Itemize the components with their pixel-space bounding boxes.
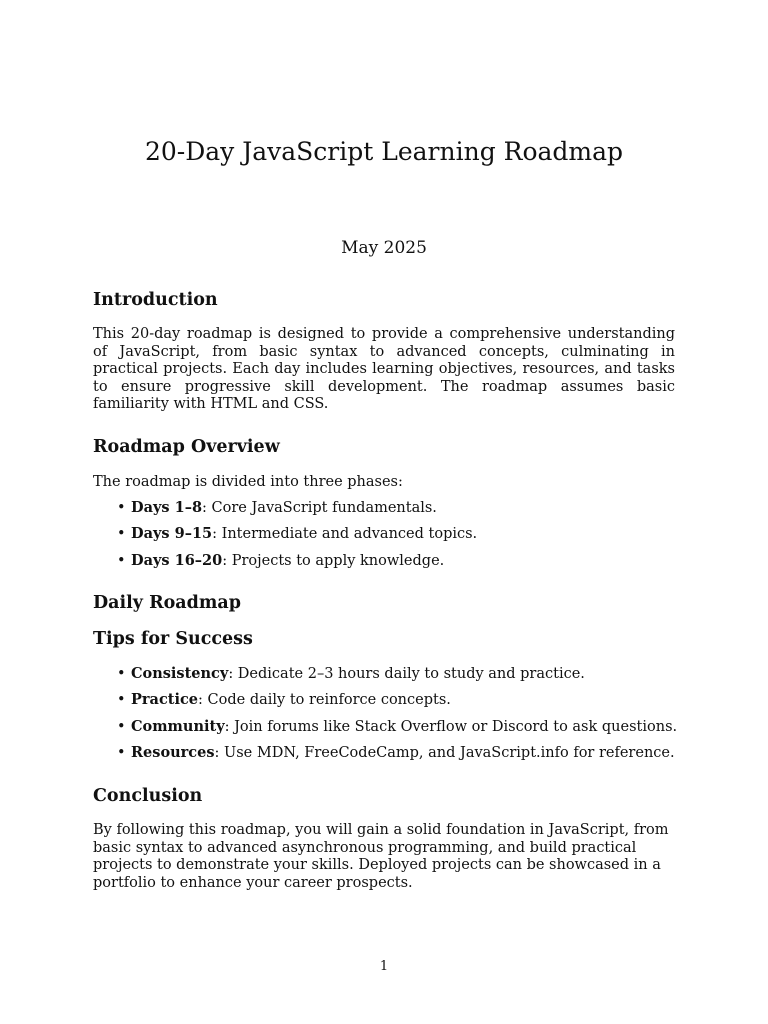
introduction-heading: Introduction [93, 290, 218, 310]
bullet-icon: • [117, 666, 126, 682]
list-item [93, 744, 693, 762]
bullet-icon: • [117, 552, 126, 569]
page-number: 1 [379, 959, 389, 974]
list-item-term: Community [131, 717, 225, 735]
overview-list [93, 499, 693, 578]
bullet-icon: • [117, 718, 126, 735]
list-item [93, 525, 693, 543]
bullet-icon: • [117, 500, 126, 516]
list-item [93, 718, 693, 736]
list-item-term: Practice [131, 691, 199, 709]
introduction-text: This 20-day roadmap is designed to provide a comprehensive understanding of JavaScript, from basic syntax to advanced concepts, culminating in practical projects. Each day includes learning objectives, resources, and tasks to ensure progressive skill development. The roadmap assumes basic familiarity with HTML and CSS. [93, 326, 675, 412]
list-item-desc: : Dedicate 2–3 hours daily to study and practice. [228, 666, 585, 682]
list-item [93, 691, 693, 709]
overview-text: The roadmap is divided into three phases: [93, 474, 403, 490]
list-item [93, 665, 693, 683]
document-title: 20-Day JavaScript Learning Roadmap [144, 137, 624, 166]
list-item-term: Resources [131, 743, 215, 761]
tips-heading: Tips for Success [93, 629, 253, 649]
document-date: May 2025 [341, 238, 427, 258]
daily-roadmap-heading: Daily Roadmap [93, 593, 241, 613]
list-item-term: Days 9–15 [131, 525, 213, 543]
list-item [93, 552, 693, 570]
list-item-term: Days 16–20 [131, 551, 223, 569]
conclusion-heading: Conclusion [93, 786, 203, 806]
conclusion-text: By following this roadmap, you will gain a solid foundation in JavaScript, from basic syntax to advanced asynchronous programming, and build practical projects to demonstrate your skills. Deployed projects can be showcased in a portfolio to enhance your career prospects. [93, 822, 669, 891]
list-item-desc: : Code daily to reinforce concepts. [198, 692, 451, 709]
list-item-desc: : Join forums like Stack Overflow or Discord to ask questions. [224, 718, 678, 735]
bullet-icon: • [117, 744, 126, 761]
list-item-desc: : Projects to apply knowledge. [222, 552, 445, 569]
list-item-term: Days 1–8 [131, 499, 203, 516]
overview-heading: Roadmap Overview [93, 437, 280, 457]
list-item-desc: : Intermediate and advanced topics. [212, 526, 478, 543]
bullet-icon: • [117, 692, 126, 709]
bullet-icon: • [117, 526, 126, 543]
list-item-desc: : Core JavaScript fundamentals. [202, 500, 437, 516]
list-item [93, 499, 693, 517]
tips-list [93, 665, 693, 770]
list-item-term: Consistency [131, 665, 229, 682]
list-item-desc: : Use MDN, FreeCodeCamp, and JavaScript.info for reference. [214, 744, 675, 761]
